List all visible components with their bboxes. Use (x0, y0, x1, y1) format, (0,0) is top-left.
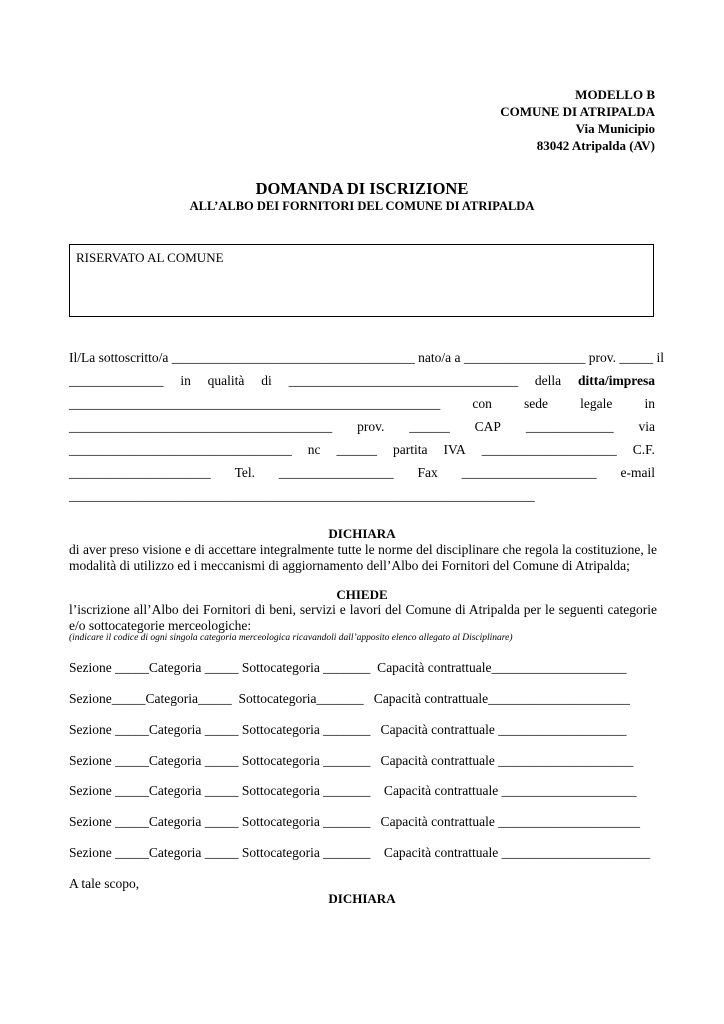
reserved-box (69, 244, 654, 317)
comune-name: COMUNE DI ATRIPALDA (500, 104, 655, 119)
blank-field: _____________________ (69, 465, 211, 480)
header-block (500, 86, 655, 154)
form-line-7 (69, 488, 655, 504)
closing-text: A tale scopo, (69, 876, 140, 891)
section-row: Sezione _____Categoria _____ Sottocategoria _______ Capacità contrattuale ______________________ (69, 845, 651, 860)
form-word: Tel. (234, 465, 256, 480)
reserved-label: RISERVATO AL COMUNE (76, 250, 224, 265)
blank-field: _________________ (278, 465, 394, 480)
blank-field: ____________________ (481, 442, 617, 457)
form-line-5 (69, 442, 655, 458)
chiede-heading: CHIEDE (336, 587, 388, 602)
form-word: qualità (207, 373, 245, 388)
form-line-1 (69, 350, 664, 366)
blank-field: __________________________________ (288, 373, 519, 388)
model-label: MODELLO B (575, 87, 655, 102)
comune-street: Via Municipio (575, 121, 655, 136)
document-title: DOMANDA DI ISCRIZIONE (255, 179, 469, 198)
blank-field: ____________________ (461, 465, 597, 480)
section-row: Sezione_____Categoria_____ Sottocategoria_______ Capacità contrattuale_____________________ (69, 691, 630, 706)
comune-city: 83042 Atripalda (AV) (536, 138, 655, 153)
section-row: Sezione _____Categoria _____ Sottocategoria _______ Capacità contrattuale ____________________ (69, 753, 634, 768)
blank-field: ______________ (69, 373, 164, 388)
section-row: Sezione _____Categoria _____ Sottocategoria _______ Capacità contrattuale ____________________ (69, 783, 637, 798)
form-line-3 (69, 396, 655, 412)
form-word: Fax (417, 465, 438, 480)
blank-field: ______ (336, 442, 377, 457)
form-word: nc (307, 442, 321, 457)
blank-field: _____________________________________________________________________ (69, 488, 535, 503)
form-word: via (638, 419, 655, 434)
dichiara-text: di aver preso visione e di accettare integralmente tutte le norme del disciplinare che regola la costituzione, le modalità di utilizzo ed i meccanismi di aggiornamento dell’Albo dei Fornitori del Comune di Atripalda; (69, 542, 657, 573)
ditta-impresa-label: ditta/impresa (578, 373, 655, 388)
section-row: Sezione _____Categoria _____ Sottocategoria _______ Capacità contrattuale _____________________ (69, 814, 641, 829)
form-word: CAP (474, 419, 501, 434)
form-word: IVA (443, 442, 466, 457)
blank-field: _________________________________ (69, 442, 292, 457)
form-word: sede (524, 396, 548, 411)
section-row: Sezione _____Categoria _____ Sottocategoria _______ Capacità contrattuale____________________ (69, 660, 627, 675)
blank-field: _______________________________________________________ (69, 396, 441, 411)
document-subtitle: ALL’ALBO DEI FORNITORI DEL COMUNE DI ATRIPALDA (189, 199, 535, 213)
blank-field: _______________________________________ (69, 419, 333, 434)
form-word: e-mail (620, 465, 655, 480)
chiede-text: l’iscrizione all’Albo dei Fornitori di beni, servizi e lavori del Comune di Atripalda per le seguenti categorie e/o sottocategorie merceologiche: (69, 602, 657, 633)
form-word: legale (580, 396, 613, 411)
form-line-2 (69, 373, 655, 389)
section-row: Sezione _____Categoria _____ Sottocategoria _______ Capacità contrattuale ___________________ (69, 722, 627, 737)
form-word: partita (393, 442, 428, 457)
form-word: di (261, 373, 272, 388)
form-line-6 (69, 465, 655, 481)
form-word: C.F. (632, 442, 655, 457)
form-word: della (534, 373, 562, 388)
form-word: in (180, 373, 191, 388)
form-word: con (472, 396, 492, 411)
blank-field: ______ (409, 419, 450, 434)
form-line-text: Il/La sottoscritto/a ____________________________________ nato/a a __________________ prov. _____ il (69, 350, 664, 365)
form-word: prov. (357, 419, 385, 434)
chiede-note: (indicare il codice di ogni singola categoria merceologica ricavandoli dall’apposito elenco allegato al Disciplinare) (69, 633, 513, 643)
form-line-4 (69, 419, 655, 435)
form-word: in (644, 396, 655, 411)
dichiara-heading: DICHIARA (328, 526, 396, 541)
closing-heading: DICHIARA (328, 891, 396, 906)
blank-field: _____________ (525, 419, 614, 434)
